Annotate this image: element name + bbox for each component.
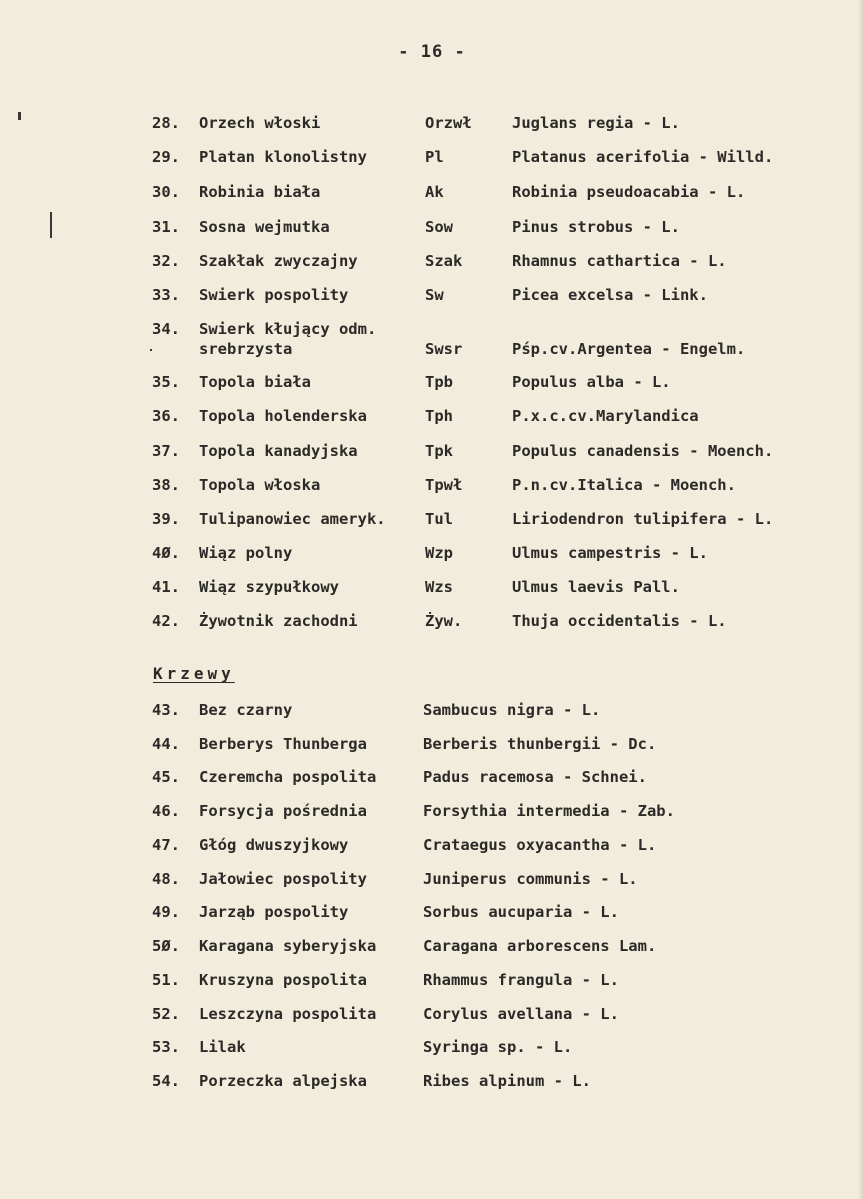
item-number: 48. (152, 870, 180, 888)
item-number: 34. (152, 320, 180, 338)
latin-name: Robinia pseudoacabia - L. (512, 183, 746, 201)
item-number: 36. (152, 407, 180, 425)
polish-name: Jarząb pospolity (199, 903, 349, 921)
polish-name: Topola włoska (199, 476, 321, 494)
item-number: 4Ø. (152, 544, 180, 562)
latin-name: Juglans regia - L. (512, 114, 680, 132)
abbreviation: Żyw. (425, 612, 463, 630)
latin-name: P.n.cv.Italica - Moench. (512, 476, 736, 494)
item-number: 37. (152, 442, 180, 460)
abbreviation: Szak (425, 252, 463, 270)
abbreviation: Tph (425, 407, 453, 425)
abbreviation: Sow (425, 218, 453, 236)
latin-name: Populus canadensis - Moench. (512, 442, 774, 460)
item-number: 35. (152, 373, 180, 391)
scan-mark (18, 112, 21, 120)
scan-mark (150, 349, 152, 351)
latin-name: Syringa sp. - L. (423, 1038, 573, 1056)
abbreviation: Wzp (425, 544, 453, 562)
polish-name: Wiąz polny (199, 544, 293, 562)
latin-name: P.x.c.cv.Marylandica (512, 407, 699, 425)
item-number: 41. (152, 578, 180, 596)
polish-name: Kruszyna pospolita (199, 971, 367, 989)
latin-name: Rhammus frangula - L. (423, 971, 619, 989)
polish-name: Bez czarny (199, 701, 293, 719)
item-number: 46. (152, 802, 180, 820)
abbreviation: Sw (425, 286, 444, 304)
item-number: 28. (152, 114, 180, 132)
abbreviation: Tpk (425, 442, 453, 460)
polish-name: Robinia biała (199, 183, 321, 201)
polish-name: Karagana syberyjska (199, 937, 377, 955)
latin-name: Caragana arborescens Lam. (423, 937, 657, 955)
polish-name: Leszczyna pospolita (199, 1005, 377, 1023)
abbreviation: Tul (425, 510, 453, 528)
abbreviation: Tpwł (425, 476, 463, 494)
polish-name: Tulipanowiec ameryk. (199, 510, 386, 528)
latin-name: Ribes alpinum - L. (423, 1072, 591, 1090)
polish-name: Żywotnik zachodni (199, 612, 358, 630)
latin-name: Picea excelsa - Link. (512, 286, 708, 304)
abbreviation: Tpb (425, 373, 453, 391)
item-number: 39. (152, 510, 180, 528)
item-number: 54. (152, 1072, 180, 1090)
polish-name: Sosna wejmutka (199, 218, 330, 236)
latin-name: Rhamnus cathartica - L. (512, 252, 727, 270)
polish-name: Głóg dwuszyjkowy (199, 836, 349, 854)
polish-name: Czeremcha pospolita (199, 768, 377, 786)
polish-name: Orzech włoski (199, 114, 321, 132)
latin-name: Padus racemosa - Schnei. (423, 768, 647, 786)
item-number: 5Ø. (152, 937, 180, 955)
item-number: 43. (152, 701, 180, 719)
item-number: 45. (152, 768, 180, 786)
polish-name: Swierk pospolity (199, 286, 349, 304)
item-number: 31. (152, 218, 180, 236)
polish-name: Wiąz szypułkowy (199, 578, 339, 596)
latin-name: Platanus acerifolia - Willd. (512, 148, 774, 166)
latin-name: Thuja occidentalis - L. (512, 612, 727, 630)
polish-name-line2: srebrzysta (199, 340, 293, 358)
polish-name: Topola kanadyjska (199, 442, 358, 460)
latin-name: Sorbus aucuparia - L. (423, 903, 619, 921)
item-number: 38. (152, 476, 180, 494)
polish-name: Lilak (199, 1038, 246, 1056)
latin-name: Ulmus laevis Pall. (512, 578, 680, 596)
item-number: 47. (152, 836, 180, 854)
polish-name: Swierk kłujący odm. (199, 320, 377, 338)
latin-name: Pinus strobus - L. (512, 218, 680, 236)
abbreviation: Swsr (425, 340, 463, 358)
item-number: 32. (152, 252, 180, 270)
page-number: - 16 - (398, 42, 466, 62)
page-edge-shadow (858, 0, 864, 1199)
latin-name: Forsythia intermedia - Zab. (423, 802, 675, 820)
item-number: 53. (152, 1038, 180, 1056)
section-heading: Krzewy (153, 664, 235, 683)
polish-name: Platan klonolistny (199, 148, 367, 166)
item-number: 30. (152, 183, 180, 201)
scan-mark (50, 212, 52, 238)
polish-name: Porzeczka alpejska (199, 1072, 367, 1090)
polish-name: Topola holenderska (199, 407, 367, 425)
item-number: 29. (152, 148, 180, 166)
abbreviation: Orzwł (425, 114, 472, 132)
latin-name: Corylus avellana - L. (423, 1005, 619, 1023)
item-number: 44. (152, 735, 180, 753)
latin-name: Crataegus oxyacantha - L. (423, 836, 657, 854)
latin-name: Pśp.cv.Argentea - Engelm. (512, 340, 746, 358)
latin-name: Berberis thunbergii - Dc. (423, 735, 657, 753)
item-number: 42. (152, 612, 180, 630)
polish-name: Forsycja pośrednia (199, 802, 367, 820)
latin-name: Populus alba - L. (512, 373, 671, 391)
abbreviation: Pl (425, 148, 444, 166)
latin-name: Juniperus communis - L. (423, 870, 638, 888)
latin-name: Ulmus campestris - L. (512, 544, 708, 562)
abbreviation: Wzs (425, 578, 453, 596)
item-number: 52. (152, 1005, 180, 1023)
abbreviation: Ak (425, 183, 444, 201)
polish-name: Szakłak zwyczajny (199, 252, 358, 270)
item-number: 49. (152, 903, 180, 921)
latin-name: Sambucus nigra - L. (423, 701, 601, 719)
item-number: 51. (152, 971, 180, 989)
polish-name: Berberys Thunberga (199, 735, 367, 753)
latin-name: Liriodendron tulipifera - L. (512, 510, 774, 528)
item-number: 33. (152, 286, 180, 304)
polish-name: Jałowiec pospolity (199, 870, 367, 888)
polish-name: Topola biała (199, 373, 311, 391)
